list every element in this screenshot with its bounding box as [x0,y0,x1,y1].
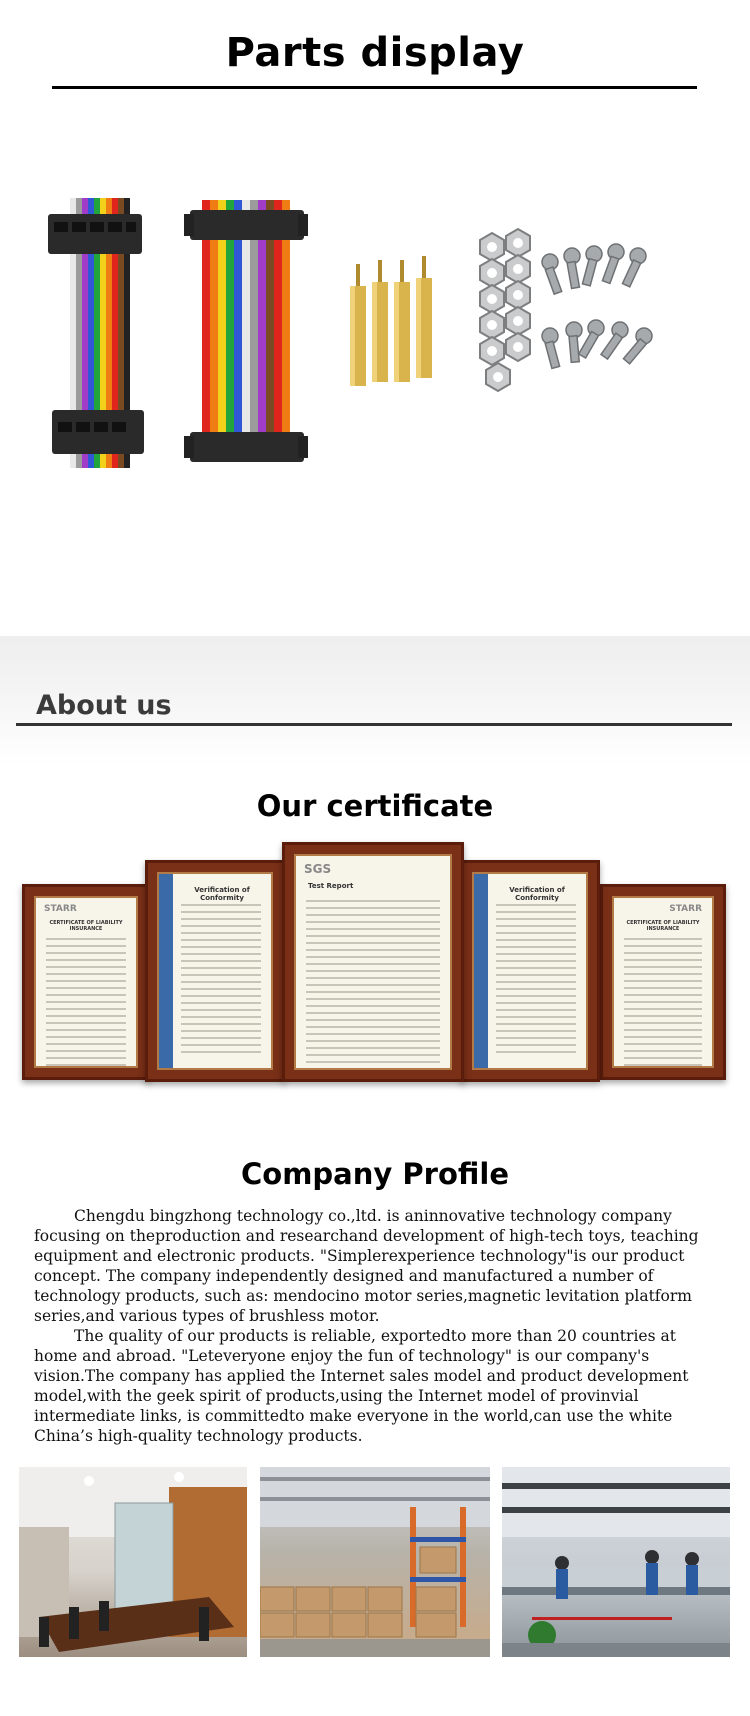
office-photo [19,1467,247,1657]
certificate-heading: CERTIFICATE OF LIABILITY INSURANCE [626,920,700,932]
factory-photo [502,1467,730,1657]
certificate-logo: STARR [44,904,77,914]
title-divider [52,86,697,89]
certificate-title: Our certificate [256,789,494,823]
about-divider [16,723,732,726]
certificate-heading: Verification of Conformity [194,886,250,902]
certificate-side-strip [159,874,173,1068]
brass-standoff-icon [350,256,432,386]
certificate-heading: Verification of Conformity [509,886,565,902]
screw-icon [542,244,652,368]
certificate-frame [22,884,150,1080]
parts-image [40,190,720,500]
ribbon-cable-icon [48,198,144,468]
certificate-frame [600,884,726,1080]
certificate-frame [460,860,600,1082]
certificate-side-strip [474,874,488,1068]
certificate-frame [282,842,464,1082]
certificate-logo: STARR [669,904,702,914]
parts-display-title: Parts display [225,30,525,76]
certificate-heading: CERTIFICATE OF LIABILITY INSURANCE [49,920,123,932]
company-profile-title: Company Profile [241,1157,509,1191]
certificate-heading: Test Report [308,882,354,890]
company-profile-text [34,1206,724,1446]
certificate-logo: SGS [304,862,332,876]
certificate-frame [145,860,285,1082]
warehouse-photo [260,1467,490,1657]
hex-nut-icon [480,229,530,391]
ribbon-cable-icon [184,200,308,462]
profile-paragraph: The quality of our products is reliable, exportedto more than 20 countries at home and abroad. "Leteveryone enjoy the fun of technology" is our company's vision.The company has applied the Internet sales model and product development model,with the geek spirit of products,using the Internet model of provinvial intermediate links, is committedto make everyone in the world,can use the white China’s high-quality technology products. [34,1327,689,1445]
profile-paragraph: Chengdu bingzhong technology co.,ltd. is aninnovative technology company focusing on theproduction and researchand development of high-tech toys, teaching equipment and electronic products. "Simplerexperience technology"is our product concept. The company independently designed and manufactured a number of technology products, such as: mendocino motor series,magnetic levitation platform series,and various types of brushless motor. [34,1207,699,1325]
about-us-title: About us [36,690,172,721]
